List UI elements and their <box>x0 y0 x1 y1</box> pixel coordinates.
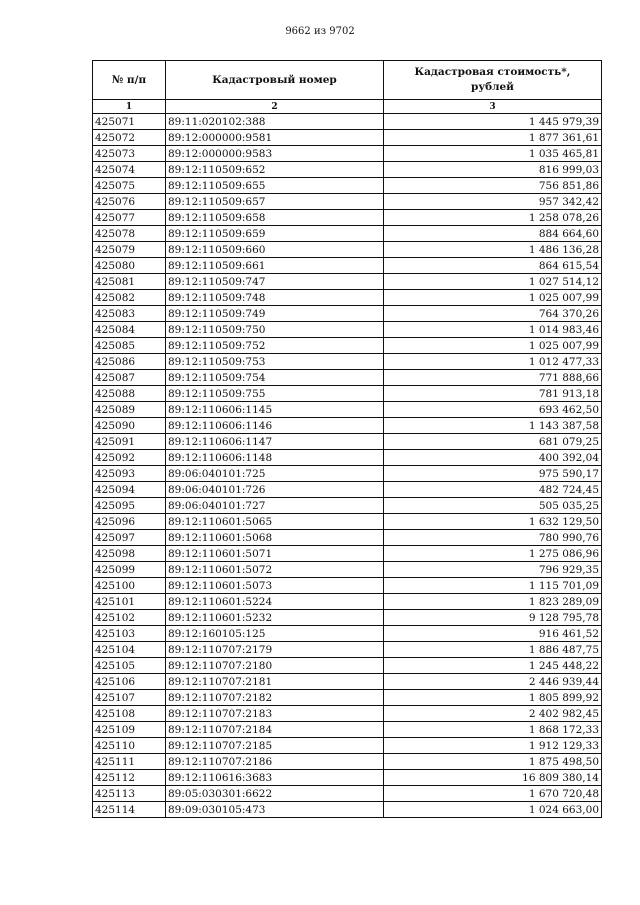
cadastral-number-cell: 89:12:110601:5072 <box>166 562 384 578</box>
cadastral-number-cell: 89:12:110606:1145 <box>166 402 384 418</box>
cadastral-number-cell: 89:12:160105:125 <box>166 626 384 642</box>
cadastral-value-cell: 9 128 795,78 <box>384 610 602 626</box>
header-row-number: № п/п <box>93 61 166 100</box>
cadastral-number-cell: 89:12:110606:1146 <box>166 418 384 434</box>
table-row <box>93 690 602 706</box>
cadastral-value-cell: 1 115 701,09 <box>384 578 602 594</box>
row-number-cell: 425112 <box>93 770 166 786</box>
cadastral-value-cell: 1 012 477,33 <box>384 354 602 370</box>
table-row <box>93 418 602 434</box>
row-number-cell: 425092 <box>93 450 166 466</box>
row-number-cell: 425097 <box>93 530 166 546</box>
row-number-cell: 425080 <box>93 258 166 274</box>
table-row <box>93 450 602 466</box>
cadastral-number-cell: 89:12:110509:749 <box>166 306 384 322</box>
cadastral-number-cell: 89:12:000000:9581 <box>166 130 384 146</box>
cadastral-number-cell: 89:12:110509:748 <box>166 290 384 306</box>
page-counter: 9662 из 9702 <box>285 26 355 37</box>
cadastral-number-cell: 89:12:110601:5065 <box>166 514 384 530</box>
row-number-cell: 425074 <box>93 162 166 178</box>
cadastral-value-cell: 400 392,04 <box>384 450 602 466</box>
cadastral-number-cell: 89:06:040101:725 <box>166 466 384 482</box>
row-number-cell: 425072 <box>93 130 166 146</box>
cadastral-number-cell: 89:12:110509:752 <box>166 338 384 354</box>
cadastral-number-cell: 89:12:110707:2184 <box>166 722 384 738</box>
cadastral-number-cell: 89:12:110509:657 <box>166 194 384 210</box>
cadastral-value-cell: 764 370,26 <box>384 306 602 322</box>
row-number-cell: 425105 <box>93 658 166 674</box>
table-column-number-row <box>93 100 602 114</box>
cadastral-value-cell: 864 615,54 <box>384 258 602 274</box>
cadastral-number-cell: 89:12:110707:2180 <box>166 658 384 674</box>
row-number-cell: 425096 <box>93 514 166 530</box>
table-row <box>93 306 602 322</box>
cadastral-value-cell: 781 913,18 <box>384 386 602 402</box>
cadastral-value-cell: 756 851,86 <box>384 178 602 194</box>
row-number-cell: 425111 <box>93 754 166 770</box>
table-row <box>93 290 602 306</box>
row-number-cell: 425104 <box>93 642 166 658</box>
table-row <box>93 226 602 242</box>
cadastral-number-cell: 89:06:040101:726 <box>166 482 384 498</box>
row-number-cell: 425076 <box>93 194 166 210</box>
row-number-cell: 425094 <box>93 482 166 498</box>
cadastral-value-cell: 1 014 983,46 <box>384 322 602 338</box>
cadastral-number-cell: 89:12:110509:660 <box>166 242 384 258</box>
table-row <box>93 402 602 418</box>
cadastral-value-cell: 780 990,76 <box>384 530 602 546</box>
table-row <box>93 754 602 770</box>
row-number-cell: 425086 <box>93 354 166 370</box>
table-row <box>93 514 602 530</box>
row-number-cell: 425101 <box>93 594 166 610</box>
table-row <box>93 802 602 818</box>
row-number-cell: 425103 <box>93 626 166 642</box>
row-number-cell: 425091 <box>93 434 166 450</box>
cadastral-number-cell: 89:12:000000:9583 <box>166 146 384 162</box>
table-row <box>93 626 602 642</box>
row-number-cell: 425073 <box>93 146 166 162</box>
table-row <box>93 482 602 498</box>
table-row <box>93 562 602 578</box>
cadastral-number-cell: 89:12:110601:5068 <box>166 530 384 546</box>
cadastral-value-cell: 1 024 663,00 <box>384 802 602 818</box>
table-row <box>93 354 602 370</box>
cadastral-number-cell: 89:12:110509:659 <box>166 226 384 242</box>
row-number-cell: 425085 <box>93 338 166 354</box>
table-row <box>93 642 602 658</box>
row-number-cell: 425078 <box>93 226 166 242</box>
row-number-cell: 425081 <box>93 274 166 290</box>
row-number-cell: 425071 <box>93 114 166 130</box>
cadastral-value-cell: 1 027 514,12 <box>384 274 602 290</box>
cadastral-value-cell: 1 912 129,33 <box>384 738 602 754</box>
cadastral-number-cell: 89:12:110601:5224 <box>166 594 384 610</box>
row-number-cell: 425082 <box>93 290 166 306</box>
row-number-cell: 425088 <box>93 386 166 402</box>
row-number-cell: 425087 <box>93 370 166 386</box>
cadastral-value-cell: 771 888,66 <box>384 370 602 386</box>
cadastral-value-cell: 975 590,17 <box>384 466 602 482</box>
cadastral-value-cell: 1 245 448,22 <box>384 658 602 674</box>
cadastral-number-cell: 89:09:030105:473 <box>166 802 384 818</box>
row-number-cell: 425095 <box>93 498 166 514</box>
cadastral-value-cell: 1 445 979,39 <box>384 114 602 130</box>
row-number-cell: 425102 <box>93 610 166 626</box>
cadastral-value-cell: 1 875 498,50 <box>384 754 602 770</box>
cadastral-number-cell: 89:12:110509:753 <box>166 354 384 370</box>
cadastral-value-cell: 1 486 136,28 <box>384 242 602 258</box>
cadastral-number-cell: 89:12:110509:755 <box>166 386 384 402</box>
table-row <box>93 466 602 482</box>
cadastral-number-cell: 89:12:110509:750 <box>166 322 384 338</box>
cadastral-value-cell: 2 446 939,44 <box>384 674 602 690</box>
cadastral-number-cell: 89:12:110707:2181 <box>166 674 384 690</box>
cadastral-value-cell: 1 035 465,81 <box>384 146 602 162</box>
row-number-cell: 425090 <box>93 418 166 434</box>
cadastral-number-cell: 89:12:110601:5071 <box>166 546 384 562</box>
cadastral-value-cell: 681 079,25 <box>384 434 602 450</box>
row-number-cell: 425109 <box>93 722 166 738</box>
cadastral-number-cell: 89:05:030301:6622 <box>166 786 384 802</box>
cadastral-value-cell: 1 025 007,99 <box>384 338 602 354</box>
row-number-cell: 425077 <box>93 210 166 226</box>
table-row <box>93 738 602 754</box>
cadastral-value-cell: 1 877 361,61 <box>384 130 602 146</box>
table-row <box>93 610 602 626</box>
cadastral-number-cell: 89:12:110616:3683 <box>166 770 384 786</box>
table-row <box>93 770 602 786</box>
table-row <box>93 498 602 514</box>
table-row <box>93 146 602 162</box>
column-number-3: 3 <box>384 100 602 114</box>
table-row <box>93 658 602 674</box>
row-number-cell: 425093 <box>93 466 166 482</box>
table-body <box>93 114 602 818</box>
cadastral-value-cell: 916 461,52 <box>384 626 602 642</box>
cadastral-number-cell: 89:12:110509:655 <box>166 178 384 194</box>
table-row <box>93 594 602 610</box>
header-cadastral-number: Кадастровый номер <box>166 61 384 100</box>
table-row <box>93 786 602 802</box>
cadastral-number-cell: 89:12:110509:747 <box>166 274 384 290</box>
cadastral-value-table <box>92 60 602 818</box>
cadastral-number-cell: 89:12:110606:1148 <box>166 450 384 466</box>
cadastral-value-cell: 1 632 129,50 <box>384 514 602 530</box>
cadastral-value-cell: 16 809 380,14 <box>384 770 602 786</box>
cadastral-number-cell: 89:12:110707:2186 <box>166 754 384 770</box>
cadastral-number-cell: 89:12:110707:2185 <box>166 738 384 754</box>
table-row <box>93 386 602 402</box>
table-row <box>93 674 602 690</box>
row-number-cell: 425089 <box>93 402 166 418</box>
cadastral-number-cell: 89:06:040101:727 <box>166 498 384 514</box>
cadastral-value-cell: 1 143 387,58 <box>384 418 602 434</box>
cadastral-value-cell: 1 670 720,48 <box>384 786 602 802</box>
cadastral-value-cell: 482 724,45 <box>384 482 602 498</box>
cadastral-value-cell: 1 805 899,92 <box>384 690 602 706</box>
row-number-cell: 425114 <box>93 802 166 818</box>
row-number-cell: 425079 <box>93 242 166 258</box>
table-header-row <box>93 61 602 100</box>
cadastral-number-cell: 89:12:110509:652 <box>166 162 384 178</box>
table-row <box>93 194 602 210</box>
table-row <box>93 706 602 722</box>
cadastral-value-cell: 693 462,50 <box>384 402 602 418</box>
cadastral-value-cell: 1 275 086,96 <box>384 546 602 562</box>
cadastral-value-cell: 1 868 172,33 <box>384 722 602 738</box>
table-row <box>93 338 602 354</box>
table-row <box>93 210 602 226</box>
cadastral-value-cell: 1 258 078,26 <box>384 210 602 226</box>
cadastral-number-cell: 89:12:110707:2182 <box>166 690 384 706</box>
cadastral-value-cell: 2 402 982,45 <box>384 706 602 722</box>
row-number-cell: 425110 <box>93 738 166 754</box>
table-row <box>93 162 602 178</box>
row-number-cell: 425113 <box>93 786 166 802</box>
row-number-cell: 425084 <box>93 322 166 338</box>
table-row <box>93 722 602 738</box>
table-row <box>93 274 602 290</box>
table-row <box>93 322 602 338</box>
cadastral-value-cell: 505 035,25 <box>384 498 602 514</box>
table-row <box>93 178 602 194</box>
table-row <box>93 370 602 386</box>
table-row <box>93 130 602 146</box>
column-number-1: 1 <box>93 100 166 114</box>
cadastral-number-cell: 89:12:110606:1147 <box>166 434 384 450</box>
row-number-cell: 425100 <box>93 578 166 594</box>
row-number-cell: 425106 <box>93 674 166 690</box>
table-row <box>93 530 602 546</box>
cadastral-value-cell: 884 664,60 <box>384 226 602 242</box>
cadastral-number-cell: 89:12:110509:661 <box>166 258 384 274</box>
table-row <box>93 242 602 258</box>
row-number-cell: 425099 <box>93 562 166 578</box>
cadastral-number-cell: 89:12:110601:5073 <box>166 578 384 594</box>
table-row <box>93 578 602 594</box>
row-number-cell: 425075 <box>93 178 166 194</box>
cadastral-number-cell: 89:12:110707:2179 <box>166 642 384 658</box>
table-row <box>93 114 602 130</box>
cadastral-number-cell: 89:12:110707:2183 <box>166 706 384 722</box>
row-number-cell: 425098 <box>93 546 166 562</box>
table-row <box>93 546 602 562</box>
cadastral-value-cell: 957 342,42 <box>384 194 602 210</box>
cadastral-value-cell: 1 886 487,75 <box>384 642 602 658</box>
row-number-cell: 425108 <box>93 706 166 722</box>
cadastral-number-cell: 89:11:020102:388 <box>166 114 384 130</box>
column-number-2: 2 <box>166 100 384 114</box>
table-row <box>93 258 602 274</box>
cadastral-number-cell: 89:12:110601:5232 <box>166 610 384 626</box>
table-row <box>93 434 602 450</box>
cadastral-value-cell: 796 929,35 <box>384 562 602 578</box>
header-cadastral-value: Кадастровая стоимость*, рублей <box>384 61 602 100</box>
row-number-cell: 425107 <box>93 690 166 706</box>
cadastral-value-cell: 816 999,03 <box>384 162 602 178</box>
cadastral-number-cell: 89:12:110509:754 <box>166 370 384 386</box>
cadastral-number-cell: 89:12:110509:658 <box>166 210 384 226</box>
cadastral-value-cell: 1 823 289,09 <box>384 594 602 610</box>
cadastral-value-cell: 1 025 007,99 <box>384 290 602 306</box>
row-number-cell: 425083 <box>93 306 166 322</box>
